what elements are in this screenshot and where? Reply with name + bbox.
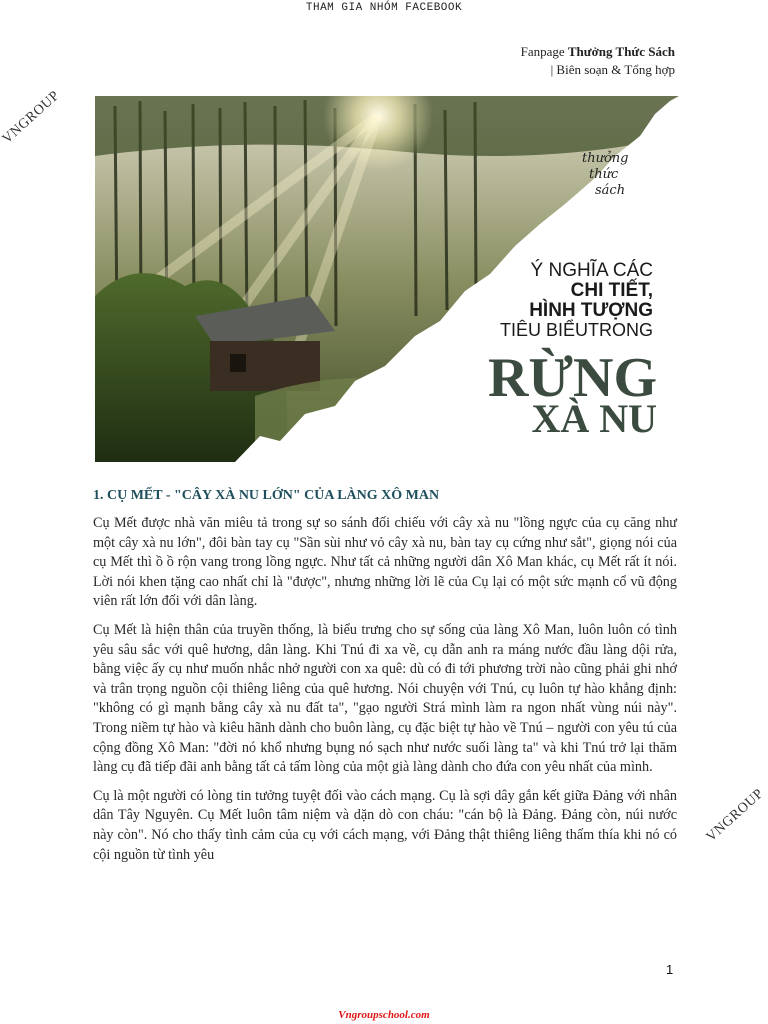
footer-link[interactable]: Vngroupschool.com [338, 1009, 430, 1021]
headline-line1: Ý NGHĨA CÁC [530, 260, 653, 281]
body-text [93, 514, 677, 874]
headline-line2: CHI TIẾT, [570, 280, 653, 301]
paragraph-3: Cụ là một người có lòng tin tưởng tuyệt đối vào cách mạng. Cụ là sợi dây gắn kết giữa Đảng với nhân dân Tây Nguyên. Cụ Mết luôn tâm niệm và dặn dò con cháu: "cán bộ là Đảng. Đảng còn, núi nước này còn". Nó cho thấy tình cảm của cụ với cách mạng, với Đảng thật thiêng liêng thấm thía khi nó có cội nguồn từ tình yêu [93, 787, 677, 863]
fanpage-name: Thưởng Thức Sách [567, 44, 675, 59]
watermark-left: VNGROUP [0, 88, 63, 148]
fanpage-prefix: Fanpage [520, 44, 568, 59]
hero-illustration [95, 96, 679, 462]
big-title-line1: RỪNG [487, 347, 657, 409]
section-title: 1. CỤ MẾT - "CÂY XÀ NU LỚN" CỦA LÀNG XÔ MAN [93, 488, 440, 503]
logo-line1: thưởng [582, 151, 629, 166]
big-title-line2: XÀ NU [531, 396, 657, 441]
page-number: 1 [666, 962, 674, 977]
hero-image [95, 96, 679, 462]
watermark-right: VNGROUP [703, 786, 767, 846]
headline-line3: HÌNH TƯỢNG [529, 300, 653, 321]
top-banner: THAM GIA NHÓM FACEBOOK [305, 2, 463, 14]
logo-line3: sách [595, 183, 626, 198]
paragraph-2: Cụ Mết là hiện thân của truyền thống, là biểu trưng cho sự sống của làng Xô Man, luôn luôn có tình yêu sâu sắc với quê hương, dân làng. Khi Tnú đi xa về, cụ dẫn anh ra máng nước đầu làng dội rửa, bằng việc ấy cụ như muốn nhắc nhở người con xa quê: dù có đi tới phương trời nào cũng phải ghi nhớ và trân trọng nguồn cội thiêng liêng của quê hương. Nói chuyện với Tnú, cụ luôn tự hào khẳng định: "không có gì mạnh bằng cây xà nu đất ta", "gạo người Strá mình làm ra ngon nhất vùng núi này". Trong niềm tự hào và kiêu hãnh dành cho buôn làng, cụ đặc biệt tự hào về Tnú – người con yêu tú của cộng đồng Xô Man: "đời nó khổ nhưng bụng nó sạch như nước suối làng ta" và khi Tnú trở lại thăm làng cụ đã tiếp đãi anh bằng tất cả tấm lòng của một già làng dành cho đứa con yêu nhất của mình. [93, 621, 677, 776]
headline-line4: TIÊU BIỂUTRONG [499, 320, 653, 340]
fanpage-subtitle: | Biên soạn & Tổng hợp [550, 62, 675, 77]
paragraph-1: Cụ Mết được nhà văn miêu tả trong sự so sánh đối chiếu với cây xà nu "lồng ngực của cụ căng như một cây xà nu lớn", đôi bàn tay cụ "Sần sùi như vỏ cây xà nu, bàn tay cụ cứng như sắt", giọng nói của cụ Mết thì ồ ồ rộn vang trong lồng ngực. Như tất cả những người dân Xô Man khác, cụ Mết rất ít nói. Lời nói khen tặng cao nhất chỉ là "được", nhưng những lời lẽ của Cụ lại có một sức mạnh cổ vũ động viên rất lớn đối với dân làng. [93, 515, 677, 610]
fanpage-credit [521, 43, 675, 79]
logo-line2: thức [589, 167, 619, 182]
